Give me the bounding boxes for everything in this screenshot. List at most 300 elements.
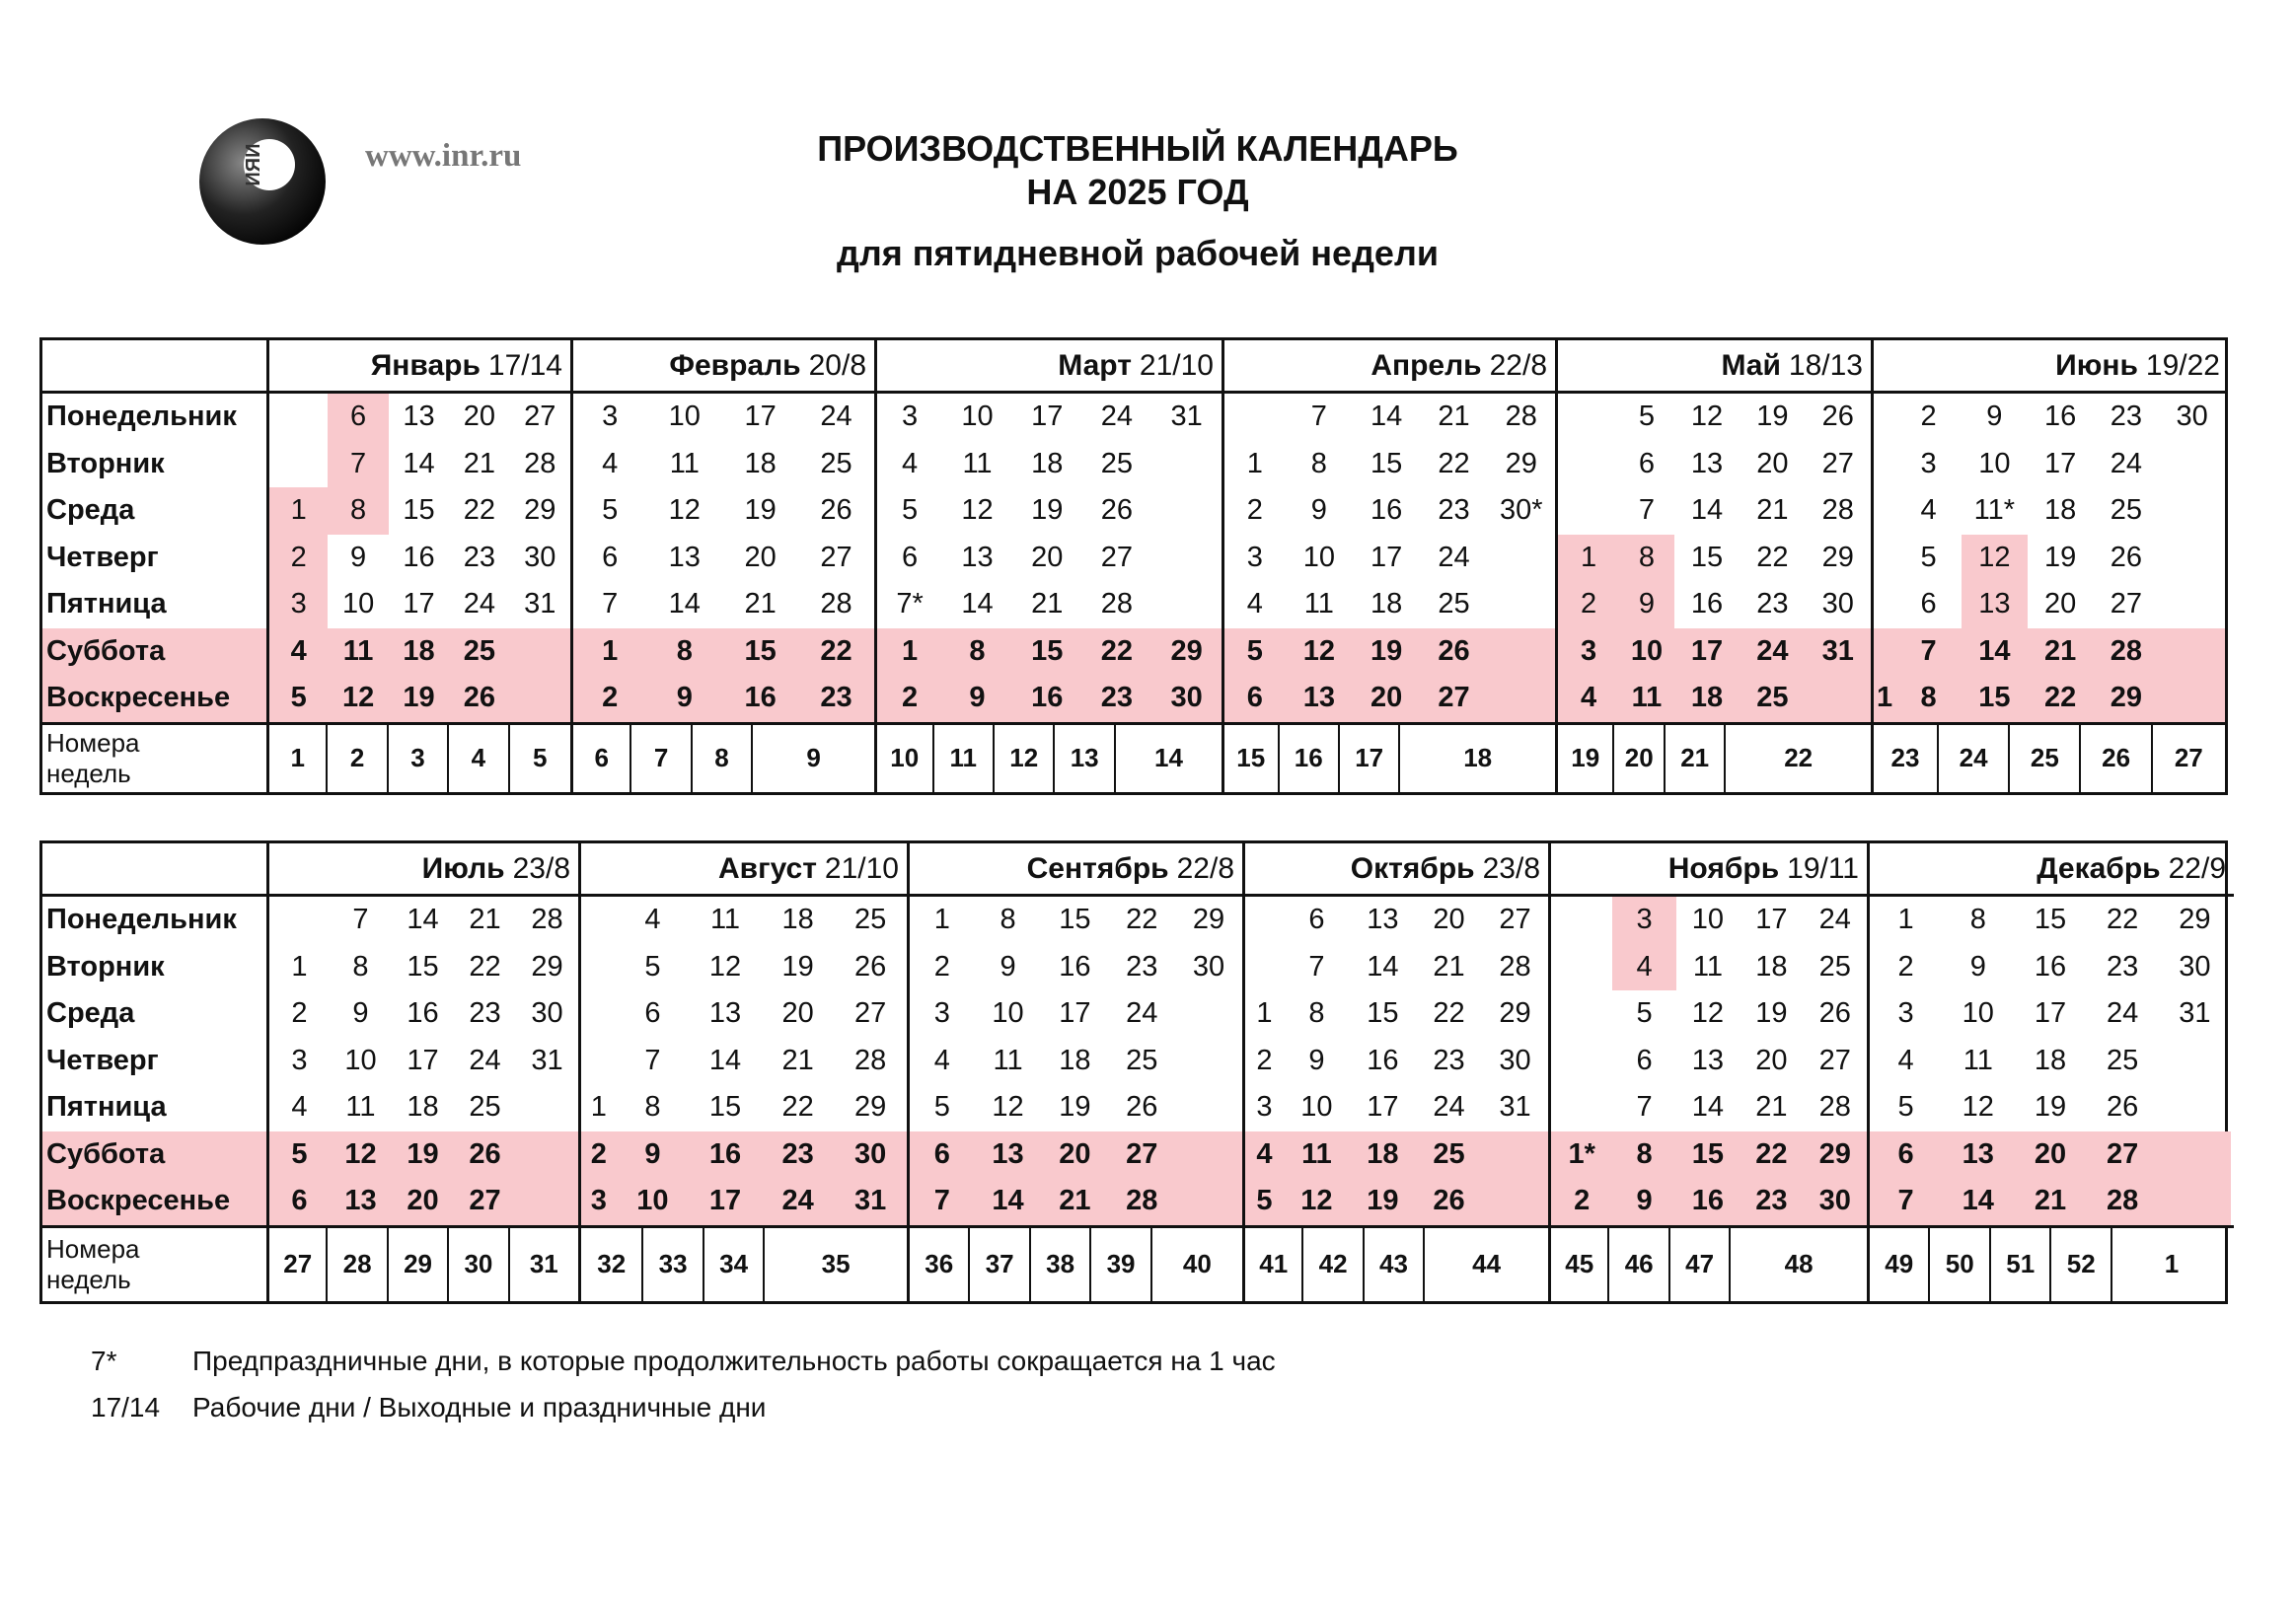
month-days-grid (910, 897, 1242, 1225)
calendar-day: 6 (1638, 447, 1656, 479)
calendar-day: 25 (820, 447, 852, 479)
month-header (1245, 843, 1548, 897)
week-column (1284, 897, 1350, 1225)
week-number: 18 (1463, 743, 1493, 773)
calendar-day: 4 (1612, 944, 1675, 991)
calendar-day: 24 (1126, 997, 1158, 1030)
calendar-day: 2 (1558, 581, 1619, 628)
calendar-day (1151, 581, 1222, 628)
calendar-day (1488, 675, 1555, 722)
week-numbers-label (42, 1225, 266, 1302)
week-number: 19 (1558, 725, 1614, 793)
calendar-day: 28 (531, 904, 563, 936)
month-header (1558, 340, 1871, 394)
calendar-day (1488, 581, 1555, 628)
calendar-day (1874, 487, 1895, 535)
month-ratio: 23/8 (1482, 851, 1540, 885)
week-column (330, 897, 392, 1225)
week-number: 48 (1784, 1249, 1814, 1279)
calendar-day: 28 (524, 447, 556, 479)
month-header (877, 340, 1222, 394)
week-number: 46 (1609, 1228, 1669, 1302)
calendar-day: 10 (1978, 447, 2011, 479)
week-column (1151, 394, 1222, 722)
calendar-day: 16 (2034, 950, 2067, 983)
calendar-day: 18 (1059, 1044, 1091, 1076)
calendar-day: 14 (961, 588, 994, 620)
calendar-day: 18 (744, 447, 777, 479)
legend-ratio (91, 1392, 766, 1423)
calendar-day: 7 (1895, 628, 1962, 676)
calendar-day: 3 (1256, 1091, 1273, 1124)
calendar-day: 21 (2028, 628, 2094, 676)
calendar-day: 24 (820, 401, 852, 433)
calendar-day: 7 (1870, 1178, 1942, 1225)
calendar-day: 4 (291, 1091, 308, 1124)
month-3 (910, 843, 1245, 1301)
month-name: Август (718, 851, 817, 885)
calendar-day: 14 (1370, 401, 1403, 433)
week-column (1245, 897, 1284, 1225)
calendar-day: 30* (1500, 494, 1543, 527)
legend-key: 17/14 (91, 1392, 161, 1422)
week-column (1740, 897, 1803, 1225)
calendar-day: 24 (762, 1178, 835, 1225)
calendar-day: 27 (1499, 904, 1531, 936)
calendar-day (581, 990, 617, 1038)
calendar-day: 4 (1897, 1044, 1914, 1076)
calendar-day: 24 (1818, 904, 1851, 936)
week-number: 1 (2164, 1249, 2180, 1279)
calendar-day: 2 (269, 535, 328, 582)
calendar-day: 13 (330, 1178, 392, 1225)
calendar-day: 22 (1126, 904, 1158, 936)
month-header (910, 843, 1242, 897)
calendar-day: 30 (524, 541, 556, 573)
calendar-day: 10 (961, 401, 994, 433)
calendar-day: 13 (668, 541, 701, 573)
calendar-day: 18 (1755, 950, 1788, 983)
week-numbers-row (1224, 722, 1555, 793)
calendar-day: 14 (1690, 494, 1724, 527)
calendar-day: 25 (1818, 950, 1851, 983)
calendar-day: 16 (1012, 675, 1082, 722)
calendar-day: 3 (1612, 897, 1675, 944)
week-column (269, 394, 328, 722)
calendar-day: 30 (531, 997, 563, 1030)
calendar-day: 25 (1100, 447, 1134, 479)
calendar-day: 27 (1420, 675, 1487, 722)
calendar-day: 10 (1302, 541, 1335, 573)
calendar-day: 18 (1370, 588, 1403, 620)
week-number: 24 (1939, 725, 2010, 793)
calendar-day: 4 (644, 904, 661, 936)
calendar-day (510, 628, 570, 676)
calendar-day: 12 (1962, 1091, 1994, 1124)
calendar-day: 26 (1126, 1091, 1158, 1124)
calendar-day: 6 (1224, 675, 1286, 722)
week-numbers-row (910, 1225, 1242, 1302)
calendar-day: 30 (1499, 1044, 1531, 1076)
month-days-grid (1224, 394, 1555, 722)
calendar-day: 13 (1691, 1044, 1725, 1076)
calendar-day: 19 (2034, 1091, 2067, 1124)
calendar-day: 2 (1897, 950, 1914, 983)
legend-shortened-days (91, 1346, 1276, 1377)
week-label-line: Номера (46, 727, 140, 758)
week-column (392, 897, 454, 1225)
calendar-day (2159, 628, 2225, 676)
month-ratio: 20/8 (808, 348, 866, 382)
week-numbers-row (1558, 722, 1871, 793)
week-number: 17 (1340, 725, 1400, 793)
month-ratio: 22/8 (1489, 348, 1547, 382)
calendar-day: 22 (1740, 1131, 1803, 1179)
month-header (269, 340, 570, 394)
week-column (2094, 394, 2160, 722)
calendar-day: 6 (644, 997, 661, 1030)
month-name: Апрель (1370, 348, 1482, 382)
calendar-day: 19 (1353, 628, 1420, 676)
calendar-day: 15 (1012, 628, 1082, 676)
calendar-day: 2 (1551, 1178, 1612, 1225)
calendar-day: 4 (1245, 1131, 1284, 1179)
month-header (269, 843, 578, 897)
calendar-day: 13 (975, 1131, 1042, 1179)
calendar-day: 19 (1059, 1091, 1091, 1124)
site-url: www.inr.ru (365, 138, 522, 174)
calendar-day: 21 (1756, 494, 1789, 527)
calendar-day: 19 (1756, 401, 1789, 433)
week-column (910, 897, 975, 1225)
week-number: 22 (1784, 743, 1814, 773)
calendar-day: 22 (798, 628, 874, 676)
calendar-day: 20 (781, 997, 814, 1030)
calendar-day: 21 (1031, 588, 1064, 620)
calendar-day: 14 (403, 447, 435, 479)
calendar-day: 21 (469, 904, 501, 936)
calendar-day: 12 (961, 494, 994, 527)
calendar-day: 21 (781, 1044, 814, 1076)
calendar-day: 20 (1433, 904, 1465, 936)
calendar-day: 22 (1756, 541, 1789, 573)
calendar-day: 26 (1416, 1178, 1482, 1225)
calendar-day: 20 (2043, 588, 2077, 620)
calendar-day: 5 (1638, 401, 1656, 433)
calendar-day: 21 (1041, 1178, 1108, 1225)
week-column (1175, 897, 1242, 1225)
week-label-line: Номера (46, 1233, 140, 1264)
calendar-day: 3 (933, 997, 950, 1030)
calendar-day: 17 (1031, 401, 1064, 433)
month-days-grid (581, 897, 907, 1225)
calendar-day (1224, 394, 1286, 441)
header-blank (42, 843, 266, 897)
week-number: 32 (581, 1228, 643, 1302)
calendar-day: 1 (269, 487, 328, 535)
calendar-day: 26 (854, 950, 887, 983)
calendar-day: 16 (722, 675, 798, 722)
calendar-day: 3 (269, 581, 328, 628)
calendar-day: 3 (1246, 541, 1263, 573)
calendar-day: 12 (708, 950, 742, 983)
calendar-day: 13 (1962, 581, 2028, 628)
calendar-day: 14 (975, 1178, 1042, 1225)
calendar-day: 19 (781, 950, 814, 983)
week-number: 26 (2081, 725, 2152, 793)
calendar-day: 22 (781, 1091, 814, 1124)
calendar-day (269, 394, 328, 441)
calendar-day: 6 (902, 541, 919, 573)
week-numbers-row (877, 722, 1222, 793)
calendar-day: 17 (1059, 997, 1091, 1030)
week-column (1350, 897, 1416, 1225)
calendar-day: 5 (1920, 541, 1937, 573)
week-column (689, 897, 762, 1225)
page-title-year: НА 2025 ГОД (1026, 172, 1249, 212)
week-column (516, 897, 578, 1225)
calendar-day: 29 (1499, 997, 1531, 1030)
week-column (1804, 897, 1867, 1225)
month-ratio: 17/14 (487, 348, 562, 382)
calendar-day: 1 (291, 950, 308, 983)
calendar-day: 27 (2087, 1131, 2159, 1179)
calendar-day: 29 (524, 494, 556, 527)
month-header (1874, 340, 2228, 394)
calendar-day: 12 (328, 675, 388, 722)
calendar-day: 25 (2110, 494, 2142, 527)
month-4 (1224, 340, 1558, 792)
calendar-day: 25 (1416, 1131, 1482, 1179)
calendar-day: 29 (531, 950, 563, 983)
calendar-day: 15 (2034, 904, 2067, 936)
calendar-day: 2 (1246, 494, 1263, 527)
week-number: 9 (806, 743, 821, 773)
week-column (1353, 394, 1420, 722)
day-name-5: Пятница (46, 588, 167, 620)
calendar-day: 10 (1300, 1091, 1333, 1124)
calendar-day: 16 (1367, 1044, 1399, 1076)
week-column (2159, 394, 2225, 722)
day-name-4: Четверг (46, 1044, 159, 1076)
calendar-day: 1 (573, 628, 646, 676)
calendar-day: 13 (1690, 447, 1724, 479)
calendar-day: 19 (744, 494, 777, 527)
calendar-day: 16 (1370, 494, 1403, 527)
calendar-day: 9 (1308, 1044, 1325, 1076)
calendar-day: 1 (933, 904, 950, 936)
calendar-day: 5 (1245, 1178, 1284, 1225)
calendar-day: 15 (407, 950, 439, 983)
calendar-day: 9 (352, 997, 369, 1030)
calendar-day: 15 (1370, 447, 1403, 479)
calendar-day: 24 (1100, 401, 1134, 433)
calendar-day: 9 (1986, 401, 2003, 433)
calendar-day: 15 (722, 628, 798, 676)
calendar-day: 16 (1676, 1178, 1740, 1225)
calendar-day: 24 (469, 1044, 501, 1076)
calendar-day: 4 (1920, 494, 1937, 527)
calendar-day: 18 (781, 904, 814, 936)
calendar-day: 23 (798, 675, 874, 722)
month-3 (877, 340, 1224, 792)
calendar-day: 17 (1370, 541, 1403, 573)
week-column (1870, 897, 1942, 1225)
calendar-day: 11 (1692, 950, 1723, 983)
day-name-2: Вторник (46, 950, 165, 983)
day-name-1: Понедельник (46, 904, 237, 936)
week-number: 5 (533, 743, 548, 773)
calendar-day: 27 (1818, 1044, 1851, 1076)
calendar-day (1874, 628, 1895, 676)
calendar-day: 7 (328, 441, 388, 488)
week-number: 29 (389, 1228, 449, 1302)
calendar-day: 16 (1690, 588, 1724, 620)
calendar-day: 5 (644, 950, 661, 983)
calendar-day: 21 (1755, 1091, 1788, 1124)
calendar-day: 17 (2034, 997, 2067, 1030)
week-number: 45 (1551, 1228, 1609, 1302)
calendar-day (516, 1131, 578, 1179)
calendar-day: 17 (1674, 628, 1740, 676)
calendar-day: 10 (1962, 997, 1994, 1030)
day-name-6: Суббота (42, 628, 266, 676)
calendar-day (581, 944, 617, 991)
calendar-day: 2 (1256, 1044, 1273, 1076)
calendar-day: 15 (1962, 675, 2028, 722)
calendar-day: 31 (2179, 997, 2211, 1030)
calendar-day (2159, 1084, 2231, 1131)
calendar-day: 17 (407, 1044, 439, 1076)
calendar-day: 14 (1367, 950, 1399, 983)
week-column (389, 394, 449, 722)
calendar-day: 23 (762, 1131, 835, 1179)
calendar-day (2159, 675, 2225, 722)
week-column (1942, 897, 2014, 1225)
month-5 (1558, 340, 1874, 792)
calendar-day: 7 (1638, 494, 1656, 527)
month-name: Февраль (669, 348, 801, 382)
calendar-day: 21 (2014, 1178, 2086, 1225)
calendar-day: 8 (644, 1091, 661, 1124)
week-column (449, 394, 509, 722)
month-days-grid (573, 394, 874, 722)
month-2 (581, 843, 910, 1301)
calendar-day (1175, 1131, 1242, 1179)
calendar-day: 12 (668, 494, 701, 527)
calendar-day (1482, 1131, 1548, 1179)
calendar-day (516, 1084, 578, 1131)
week-number: 34 (704, 1228, 765, 1302)
calendar-day: 12 (1962, 535, 2028, 582)
week-numbers-row (1874, 722, 2228, 793)
week-label-line: недель (46, 1264, 131, 1294)
calendar-day: 30 (1151, 675, 1222, 722)
week-label-line: недель (46, 758, 131, 788)
calendar-day: 26 (1821, 401, 1854, 433)
calendar-day: 18 (2043, 494, 2077, 527)
calendar-day: 15 (1690, 541, 1724, 573)
calendar-day: 20 (744, 541, 777, 573)
week-numbers-row (1245, 1225, 1548, 1302)
calendar-day (1558, 487, 1619, 535)
week-numbers-row (1870, 1225, 2234, 1302)
calendar-day: 19 (1031, 494, 1064, 527)
calendar-day: 10 (344, 1044, 377, 1076)
svg-text:ИЯИ: ИЯИ (243, 143, 264, 186)
calendar-day: 23 (463, 541, 496, 573)
week-column (510, 394, 570, 722)
calendar-day: 20 (2014, 1131, 2086, 1179)
calendar-day: 11 (1619, 675, 1674, 722)
calendar-day: 16 (2043, 401, 2077, 433)
calendar-day (1551, 944, 1612, 991)
calendar-day: 17 (1755, 904, 1788, 936)
week-column (581, 897, 617, 1225)
calendar-day: 1 (1558, 535, 1619, 582)
calendar-day: 28 (820, 588, 852, 620)
week-column (1740, 394, 1805, 722)
month-name: Ноябрь (1667, 851, 1780, 885)
calendar-day: 11 (993, 1044, 1023, 1076)
month-name: Октябрь (1350, 851, 1475, 885)
week-column (1551, 897, 1612, 1225)
month-ratio: 22/9 (2168, 851, 2226, 885)
calendar-day: 2 (291, 997, 308, 1030)
week-column (1488, 394, 1555, 722)
calendar-day: 1* (1551, 1131, 1612, 1179)
calendar-day: 25 (854, 904, 887, 936)
calendar-day: 11 (345, 1091, 376, 1124)
calendar-day: 18 (1031, 447, 1064, 479)
calendar-day: 4 (902, 447, 919, 479)
month-header (581, 843, 907, 897)
month-days-grid (269, 394, 570, 722)
week-column (1224, 394, 1286, 722)
week-column (1482, 897, 1548, 1225)
calendar-day: 5 (1897, 1091, 1914, 1124)
calendar-day: 28 (1818, 1091, 1851, 1124)
week-number: 6 (573, 725, 631, 793)
calendar-day: 30 (2176, 401, 2208, 433)
week-number: 13 (1055, 725, 1115, 793)
week-column (2087, 897, 2159, 1225)
calendar-day: 27 (2110, 588, 2142, 620)
calendar-day: 24 (463, 588, 496, 620)
month-name: Сентябрь (1026, 851, 1169, 885)
calendar-day: 28 (2087, 1178, 2159, 1225)
month-ratio: 21/10 (824, 851, 899, 885)
calendar-day: 20 (1755, 1044, 1788, 1076)
calendar-day (1488, 628, 1555, 676)
week-number: 28 (328, 1228, 388, 1302)
calendar-day: 14 (1962, 628, 2028, 676)
calendar-day: 24 (2110, 447, 2142, 479)
calendar-day (516, 1178, 578, 1225)
calendar-day: 22 (469, 950, 501, 983)
calendar-day (2159, 1131, 2231, 1179)
calendar-day: 30 (1821, 588, 1854, 620)
calendar-day: 3 (1558, 628, 1619, 676)
calendar-day: 20 (1353, 675, 1420, 722)
calendar-day: 27 (1108, 1131, 1175, 1179)
calendar-day: 17 (744, 401, 777, 433)
calendar-day: 25 (449, 628, 509, 676)
month-ratio: 19/11 (1787, 851, 1859, 885)
calendar-day (1175, 1038, 1242, 1085)
calendar-day: 15 (1059, 904, 1091, 936)
month-name: Май (1721, 348, 1781, 382)
